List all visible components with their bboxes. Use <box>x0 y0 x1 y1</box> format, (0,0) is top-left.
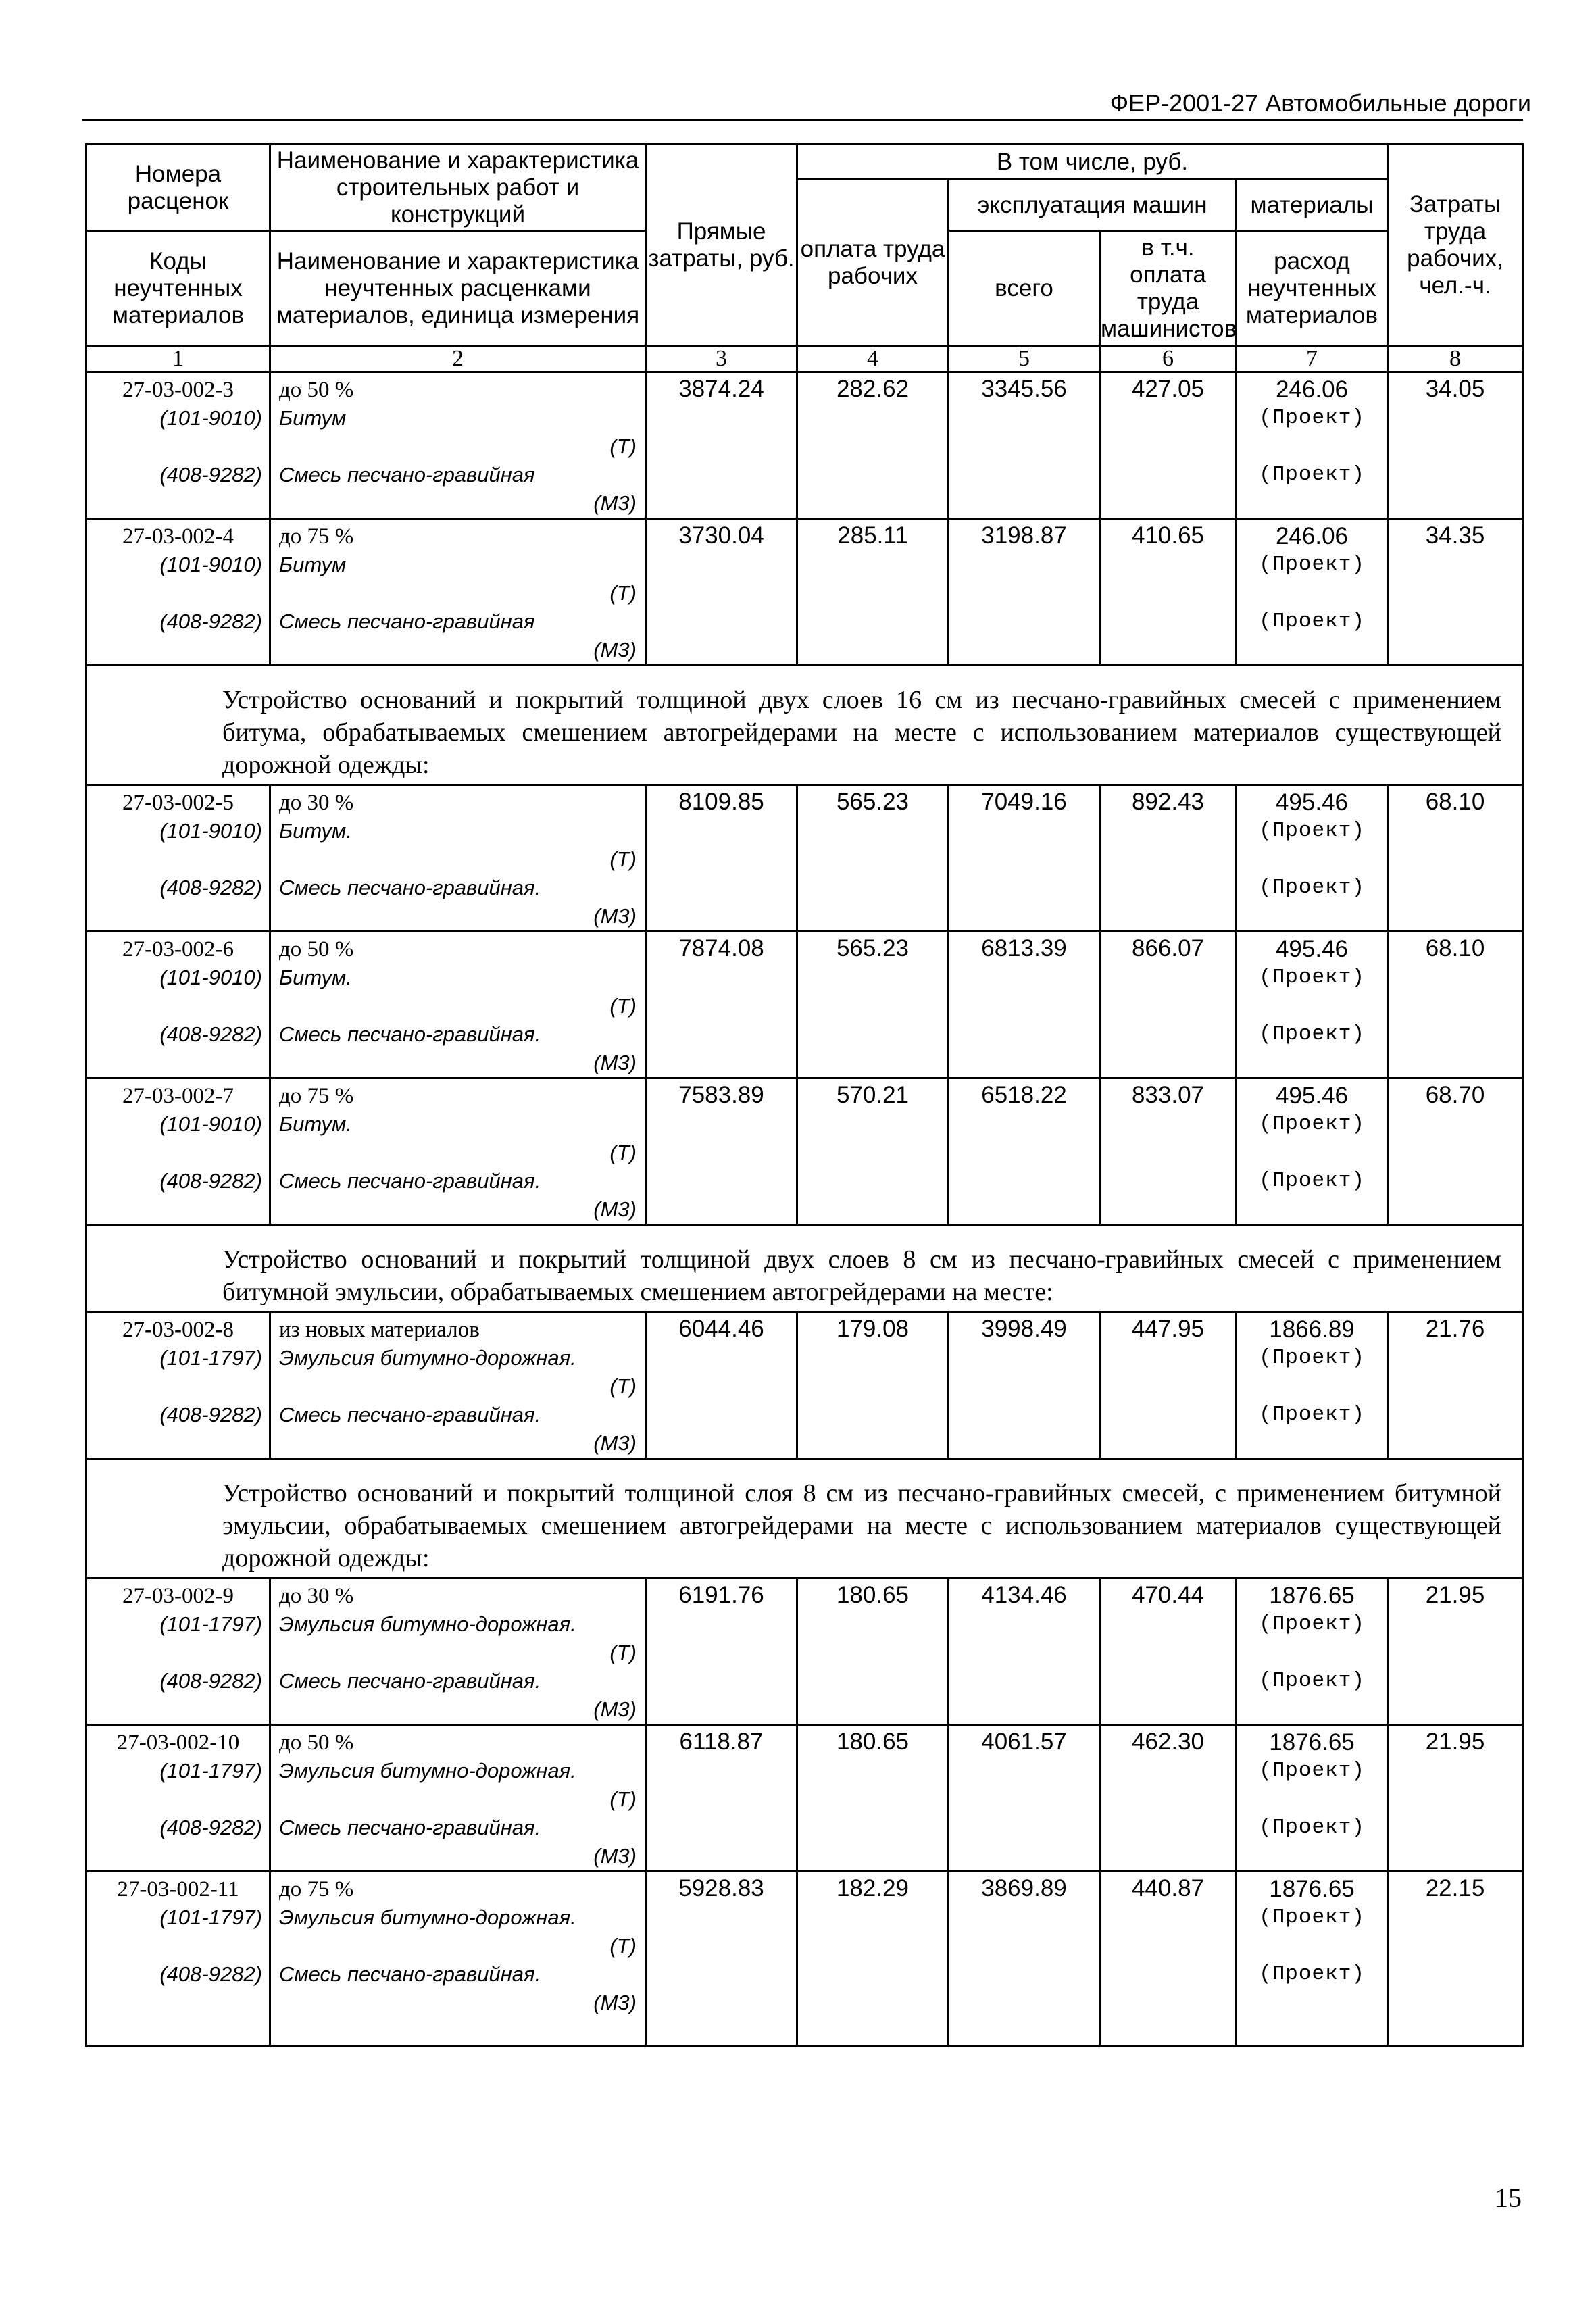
work-label: до 50 % <box>279 1731 354 1755</box>
work-label: до 50 % <box>279 937 354 962</box>
header-machines: эксплуатация машин <box>949 180 1237 231</box>
material-unit: (Т) <box>609 994 637 1018</box>
spacer <box>1237 432 1387 461</box>
materials-cell <box>1237 932 1388 1078</box>
work-label: до 50 % <box>279 378 354 402</box>
running-head: ФЕР-2001-27 Автомобильные дороги <box>1109 89 1531 117</box>
direct-costs-value: 5928.83 <box>646 1872 797 2046</box>
rate-code: 27-03-002-10 <box>116 1731 240 1755</box>
work-label: из новых материалов <box>279 1318 480 1342</box>
header-material-codes: Коды неучтенных материалов <box>86 231 270 346</box>
machines-total-value: 6813.39 <box>949 932 1100 1078</box>
section-title-row <box>86 1459 1523 1578</box>
material-project-note: (Проект) <box>1259 1906 1365 1929</box>
material-code: (101-1797) <box>159 1612 262 1636</box>
material-name: Смесь песчано-гравийная. <box>279 1169 541 1193</box>
rate-number-cell <box>86 1872 270 2046</box>
rate-number-cell <box>86 1725 270 1872</box>
material-unit: (Т) <box>609 1374 637 1398</box>
table-body <box>86 372 1523 2046</box>
material-unit: (М3) <box>593 1051 637 1074</box>
material-name: Битум. <box>279 819 352 843</box>
header-direct-costs: Прямые затраты, руб. <box>646 145 797 346</box>
material-project-note: (Проект) <box>1259 1612 1365 1636</box>
spacer <box>1237 579 1387 607</box>
material-name: Смесь песчано-гравийная. <box>279 1403 541 1426</box>
spacer <box>94 845 262 874</box>
machinist-wages-value: 410.65 <box>1100 519 1237 666</box>
material-code: (408-9282) <box>159 1169 262 1193</box>
material-unit: (Т) <box>609 847 637 871</box>
spacer <box>94 1639 262 1667</box>
rate-code: 27-03-002-8 <box>122 1318 234 1342</box>
materials-cell <box>1237 1078 1388 1225</box>
spacer <box>94 579 262 607</box>
machines-total-value: 3998.49 <box>949 1312 1100 1459</box>
material-name: Смесь песчано-гравийная. <box>279 1962 541 1986</box>
material-name: Битум <box>279 553 347 576</box>
materials-value: 1876.65 <box>1269 1876 1355 1902</box>
rate-number-cell <box>86 1078 270 1225</box>
material-code: (101-1797) <box>159 1906 262 1929</box>
material-project-note: (Проект) <box>1259 1022 1365 1046</box>
direct-costs-value: 6118.87 <box>646 1725 797 1872</box>
material-project-note: (Проект) <box>1259 1816 1365 1839</box>
material-project-note: (Проект) <box>1259 1962 1365 1986</box>
materials-cell <box>1237 372 1388 519</box>
rate-number-cell <box>86 932 270 1078</box>
rate-row <box>86 1312 1523 1459</box>
work-label: до 30 % <box>279 1584 354 1608</box>
column-numbers-row <box>86 346 1523 372</box>
material-name: Смесь песчано-гравийная. <box>279 1022 541 1046</box>
spacer <box>1237 1139 1387 1167</box>
material-code: (101-9010) <box>159 1112 262 1136</box>
material-name: Битум <box>279 406 347 430</box>
direct-costs-value: 3874.24 <box>646 372 797 519</box>
materials-cell <box>1237 1312 1388 1459</box>
material-unit: (М3) <box>593 904 637 928</box>
header-machines-total: всего <box>949 231 1100 346</box>
labor-value: 21.76 <box>1388 1312 1523 1459</box>
labor-value: 34.35 <box>1388 519 1523 666</box>
wages-value: 565.23 <box>797 785 949 932</box>
rate-code: 27-03-002-6 <box>122 937 234 962</box>
material-project-note: (Проект) <box>1259 876 1365 899</box>
direct-costs-value: 7583.89 <box>646 1078 797 1225</box>
material-unit: (Т) <box>609 1641 637 1664</box>
wages-value: 285.11 <box>797 519 949 666</box>
column-number: 6 <box>1100 346 1237 372</box>
material-project-note: (Проект) <box>1259 1112 1365 1136</box>
rates-table <box>85 143 1524 2047</box>
material-code: (101-9010) <box>159 553 262 576</box>
header-materials: материалы <box>1237 180 1388 231</box>
materials-value: 1866.89 <box>1269 1316 1355 1343</box>
spacer <box>94 992 262 1020</box>
rate-number-cell <box>86 1312 270 1459</box>
material-code: (408-9282) <box>159 876 262 899</box>
material-code: (408-9282) <box>159 1022 262 1046</box>
material-unit: (М3) <box>593 1197 637 1221</box>
rate-row <box>86 1872 1523 2046</box>
rate-row <box>86 1578 1523 1725</box>
machines-total-value: 4134.46 <box>949 1578 1100 1725</box>
rate-row <box>86 519 1523 666</box>
material-code: (408-9282) <box>159 1816 262 1839</box>
spacer <box>94 1785 262 1814</box>
page-number: 15 <box>1495 2183 1522 2213</box>
machines-total-value: 4061.57 <box>949 1725 1100 1872</box>
spacer <box>94 432 262 461</box>
labor-value: 68.70 <box>1388 1078 1523 1225</box>
rate-number-cell <box>86 519 270 666</box>
material-code: (408-9282) <box>159 463 262 487</box>
materials-value: 495.46 <box>1275 936 1349 962</box>
rate-number-cell <box>86 372 270 519</box>
rate-number-cell <box>86 1578 270 1725</box>
material-project-note: (Проект) <box>1259 1346 1365 1370</box>
work-label: до 30 % <box>279 791 354 815</box>
material-unit: (Т) <box>609 1787 637 1811</box>
machines-total-value: 3198.87 <box>949 519 1100 666</box>
materials-cell <box>1237 1872 1388 2046</box>
material-name: Эмульсия битумно-дорожная. <box>279 1759 576 1783</box>
work-description-cell <box>270 1725 646 1872</box>
header-material-description: Наименование и характеристика неучтенных расценками материалов, единица измерения <box>270 231 646 346</box>
work-description-cell <box>270 1578 646 1725</box>
machinist-wages-value: 440.87 <box>1100 1872 1237 2046</box>
rate-code: 27-03-002-7 <box>122 1084 234 1108</box>
machinist-wages-value: 866.07 <box>1100 932 1237 1078</box>
labor-value: 68.10 <box>1388 932 1523 1078</box>
material-code: (408-9282) <box>159 1403 262 1426</box>
wages-value: 179.08 <box>797 1312 949 1459</box>
work-description-cell <box>270 372 646 519</box>
work-description-cell <box>270 1872 646 2046</box>
materials-cell <box>1237 519 1388 666</box>
rate-row <box>86 372 1523 519</box>
material-project-note: (Проект) <box>1259 819 1365 843</box>
header-work-description: Наименование и характеристика строительных работ и конструкций <box>270 145 646 231</box>
spacer <box>1237 1639 1387 1667</box>
header-unaccounted-materials: расход неучтенных материалов <box>1237 231 1388 346</box>
material-unit: (Т) <box>609 1934 637 1958</box>
header-rate-numbers: Номера расценок <box>86 145 270 231</box>
material-unit: (М3) <box>593 638 637 662</box>
material-unit: (М3) <box>593 1844 637 1868</box>
materials-cell <box>1237 785 1388 932</box>
rate-row <box>86 1725 1523 1872</box>
work-label: до 75 % <box>279 524 354 549</box>
direct-costs-value: 8109.85 <box>646 785 797 932</box>
header-wages: оплата труда рабочих <box>797 180 949 346</box>
work-label: до 75 % <box>279 1084 354 1108</box>
rate-number-cell <box>86 785 270 932</box>
material-code: (101-1797) <box>159 1759 262 1783</box>
header-labor: Затраты труда рабочих, чел.-ч. <box>1388 145 1523 346</box>
wages-value: 565.23 <box>797 932 949 1078</box>
machinist-wages-value: 833.07 <box>1100 1078 1237 1225</box>
material-name: Смесь песчано-гравийная. <box>279 1816 541 1839</box>
rate-code: 27-03-002-9 <box>122 1584 234 1608</box>
material-project-note: (Проект) <box>1259 1759 1365 1783</box>
labor-value: 21.95 <box>1388 1725 1523 1872</box>
material-project-note: (Проект) <box>1259 1669 1365 1693</box>
column-number: 8 <box>1388 346 1523 372</box>
column-number: 7 <box>1237 346 1388 372</box>
machinist-wages-value: 427.05 <box>1100 372 1237 519</box>
materials-value: 495.46 <box>1275 789 1349 816</box>
labor-value: 22.15 <box>1388 1872 1523 2046</box>
material-code: (101-1797) <box>159 1346 262 1370</box>
section-title: Устройство оснований и покрытий толщиной двух слоев 8 см из песчано-гравийных смесей с применением битумной эмульсии, обрабатываемых смешением автогрейдерами на месте: <box>86 1225 1523 1312</box>
labor-value: 34.05 <box>1388 372 1523 519</box>
labor-value: 68.10 <box>1388 785 1523 932</box>
wages-value: 282.62 <box>797 372 949 519</box>
section-title-row <box>86 1225 1523 1312</box>
material-project-note: (Проект) <box>1259 1403 1365 1426</box>
rate-code: 27-03-002-11 <box>117 1877 239 1901</box>
wages-value: 180.65 <box>797 1578 949 1725</box>
machines-total-value: 6518.22 <box>949 1078 1100 1225</box>
material-name: Смесь песчано-гравийная. <box>279 1669 541 1693</box>
spacer <box>1237 1372 1387 1401</box>
machinist-wages-value: 462.30 <box>1100 1725 1237 1872</box>
material-name: Эмульсия битумно-дорожная. <box>279 1346 576 1370</box>
materials-value: 1876.65 <box>1269 1729 1355 1756</box>
material-name: Эмульсия битумно-дорожная. <box>279 1906 576 1929</box>
machines-total-value: 3345.56 <box>949 372 1100 519</box>
material-unit: (Т) <box>609 434 637 458</box>
machinist-wages-value: 470.44 <box>1100 1578 1237 1725</box>
rate-code: 27-03-002-3 <box>122 378 234 402</box>
table-header <box>86 145 1523 372</box>
spacer <box>1237 845 1387 874</box>
work-label: до 75 % <box>279 1877 354 1901</box>
material-code: (101-9010) <box>159 406 262 430</box>
material-name: Смесь песчано-гравийная. <box>279 876 541 899</box>
materials-cell <box>1237 1578 1388 1725</box>
materials-value: 495.46 <box>1275 1082 1349 1109</box>
wages-value: 182.29 <box>797 1872 949 2046</box>
machines-total-value: 3869.89 <box>949 1872 1100 2046</box>
material-project-note: (Проект) <box>1259 553 1365 576</box>
direct-costs-value: 6044.46 <box>646 1312 797 1459</box>
machinist-wages-value: 447.95 <box>1100 1312 1237 1459</box>
column-number: 5 <box>949 346 1100 372</box>
column-number: 2 <box>270 346 646 372</box>
header-including: В том числе, руб. <box>797 145 1388 180</box>
wages-value: 180.65 <box>797 1725 949 1872</box>
wages-value: 570.21 <box>797 1078 949 1225</box>
rate-code: 27-03-002-4 <box>122 524 234 549</box>
material-unit: (Т) <box>609 1141 637 1164</box>
rate-code: 27-03-002-5 <box>122 791 234 815</box>
direct-costs-value: 3730.04 <box>646 519 797 666</box>
spacer <box>94 1932 262 1960</box>
rate-row <box>86 785 1523 932</box>
material-unit: (М3) <box>593 1697 637 1721</box>
material-unit: (М3) <box>593 1431 637 1455</box>
section-title-row <box>86 666 1523 785</box>
material-code: (101-9010) <box>159 966 262 989</box>
column-number: 4 <box>797 346 949 372</box>
material-project-note: (Проект) <box>1259 406 1365 430</box>
material-unit: (М3) <box>593 1991 637 2014</box>
rate-row <box>86 932 1523 1078</box>
materials-value: 1876.65 <box>1269 1583 1355 1609</box>
work-description-cell <box>270 785 646 932</box>
material-code: (101-9010) <box>159 819 262 843</box>
material-name: Смесь песчано-гравийная <box>279 463 535 487</box>
materials-value: 246.06 <box>1275 523 1349 549</box>
direct-costs-value: 7874.08 <box>646 932 797 1078</box>
material-project-note: (Проект) <box>1259 463 1365 487</box>
direct-costs-value: 6191.76 <box>646 1578 797 1725</box>
column-number: 1 <box>86 346 270 372</box>
materials-value: 246.06 <box>1275 376 1349 403</box>
material-project-note: (Проект) <box>1259 609 1365 633</box>
material-code: (408-9282) <box>159 1962 262 1986</box>
spacer <box>1237 992 1387 1020</box>
material-name: Смесь песчано-гравийная <box>279 609 535 633</box>
material-code: (408-9282) <box>159 1669 262 1693</box>
work-description-cell <box>270 932 646 1078</box>
spacer <box>94 1372 262 1401</box>
material-unit: (Т) <box>609 581 637 605</box>
material-project-note: (Проект) <box>1259 966 1365 989</box>
material-code: (408-9282) <box>159 609 262 633</box>
material-name: Битум. <box>279 966 352 989</box>
section-title: Устройство оснований и покрытий толщиной слоя 8 см из песчано-гравийных смесей, с применением битумной эмульсии, обрабатываемых смешением автогрейдерами на месте с использованием материалов существующей дорожной одежды: <box>86 1459 1523 1578</box>
header-rule <box>82 119 1523 121</box>
work-description-cell <box>270 1312 646 1459</box>
materials-cell <box>1237 1725 1388 1872</box>
spacer <box>1237 1785 1387 1814</box>
work-description-cell <box>270 1078 646 1225</box>
machines-total-value: 7049.16 <box>949 785 1100 932</box>
header-machinist-wages: в т.ч. оплата труда машинистов <box>1100 231 1237 346</box>
material-project-note: (Проект) <box>1259 1169 1365 1193</box>
material-name: Эмульсия битумно-дорожная. <box>279 1612 576 1636</box>
section-title: Устройство оснований и покрытий толщиной двух слоев 16 см из песчано-гравийных смесей с применением битума, обрабатываемых смешением автогрейдерами на месте с использованием материалов существующей дорожной одежды: <box>86 666 1523 785</box>
machinist-wages-value: 892.43 <box>1100 785 1237 932</box>
spacer <box>1237 1932 1387 1960</box>
material-name: Битум. <box>279 1112 352 1136</box>
column-number: 3 <box>646 346 797 372</box>
labor-value: 21.95 <box>1388 1578 1523 1725</box>
material-unit: (М3) <box>593 491 637 515</box>
rate-row <box>86 1078 1523 1225</box>
work-description-cell <box>270 519 646 666</box>
spacer <box>94 1139 262 1167</box>
